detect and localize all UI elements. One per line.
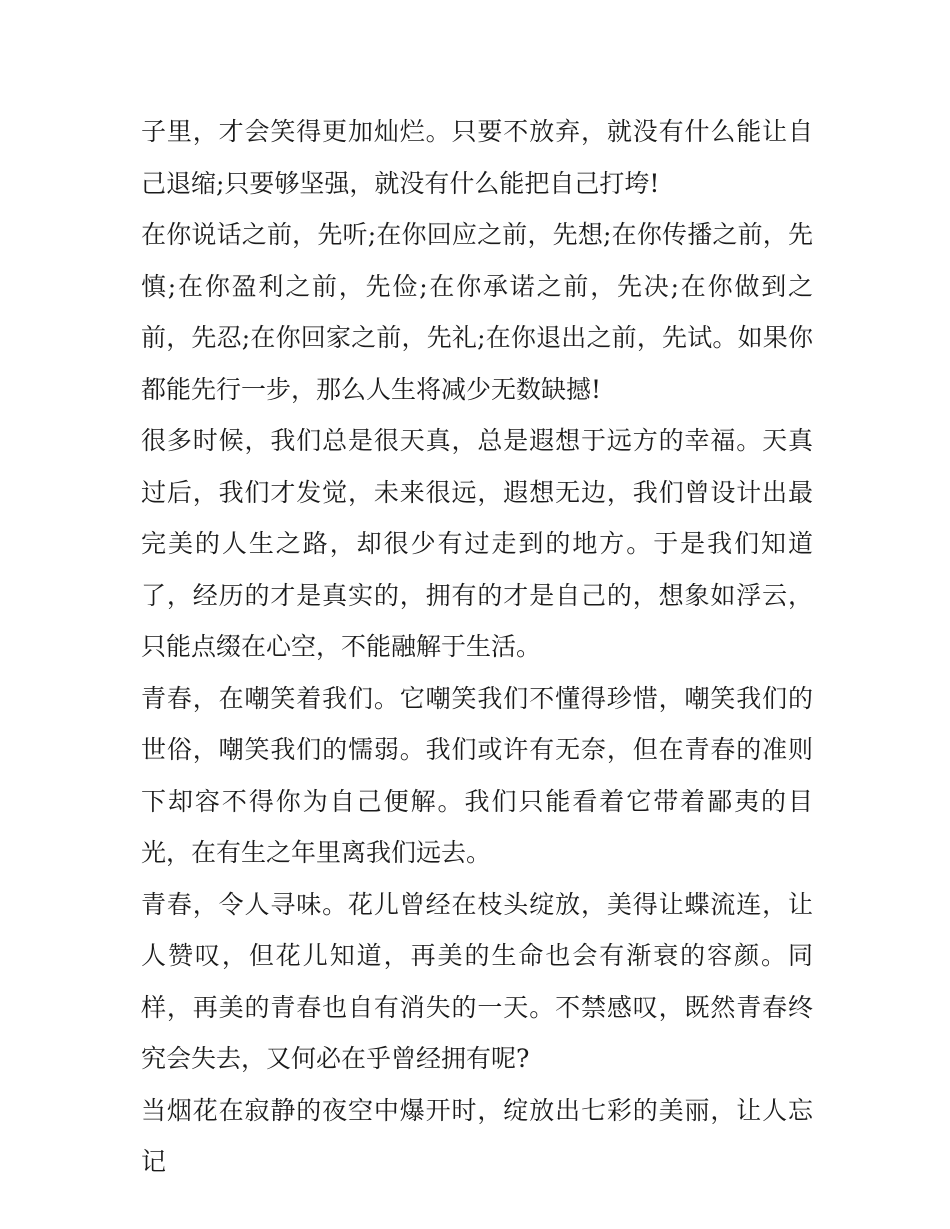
paragraph-6: 当烟花在寂静的夜空中爆开时，绽放出七彩的美丽，让人忘记 <box>141 1095 813 1176</box>
paragraph-2: 在你说话之前，先听;在你回应之前，先想;在你传播之前，先慎;在你盈利之前，先俭;在你承诺之前，先决;在你做到之前，先忍;在你回家之前，先礼;在你退出之前，先试。如果你都能先行一步，那么人生将减少无数缺撼! <box>141 220 813 404</box>
paragraph-1: 子里，才会笑得更加灿烂。只要不放弃，就没有什么能让自己退缩;只要够坚强，就没有什么能把自己打垮! <box>141 117 813 198</box>
paragraph-4: 青春，在嘲笑着我们。它嘲笑我们不懂得珍惜，嘲笑我们的世俗，嘲笑我们的懦弱。我们或许有无奈，但在青春的准则下却容不得你为自己便解。我们只能看着它带着鄙夷的目光，在有生之年里离我们远去。 <box>141 683 813 867</box>
paragraph-3: 很多时候，我们总是很天真，总是遐想于远方的幸福。天真过后，我们才发觉，未来很远，遐想无边，我们曾设计出最完美的人生之路，却很少有过走到的地方。于是我们知道了，经历的才是真实的，拥有的才是自己的，想象如浮云，只能点缀在心空，不能融解于生活。 <box>141 426 813 661</box>
document-body <box>141 106 813 1188</box>
paragraph-5: 青春，令人寻味。花儿曾经在枝头绽放，美得让蝶流连，让人赞叹，但花儿知道，再美的生命也会有渐衰的容颜。同样，再美的青春也自有消失的一天。不禁感叹，既然青春终究会失去，又何必在乎曾经拥有呢? <box>141 889 813 1073</box>
